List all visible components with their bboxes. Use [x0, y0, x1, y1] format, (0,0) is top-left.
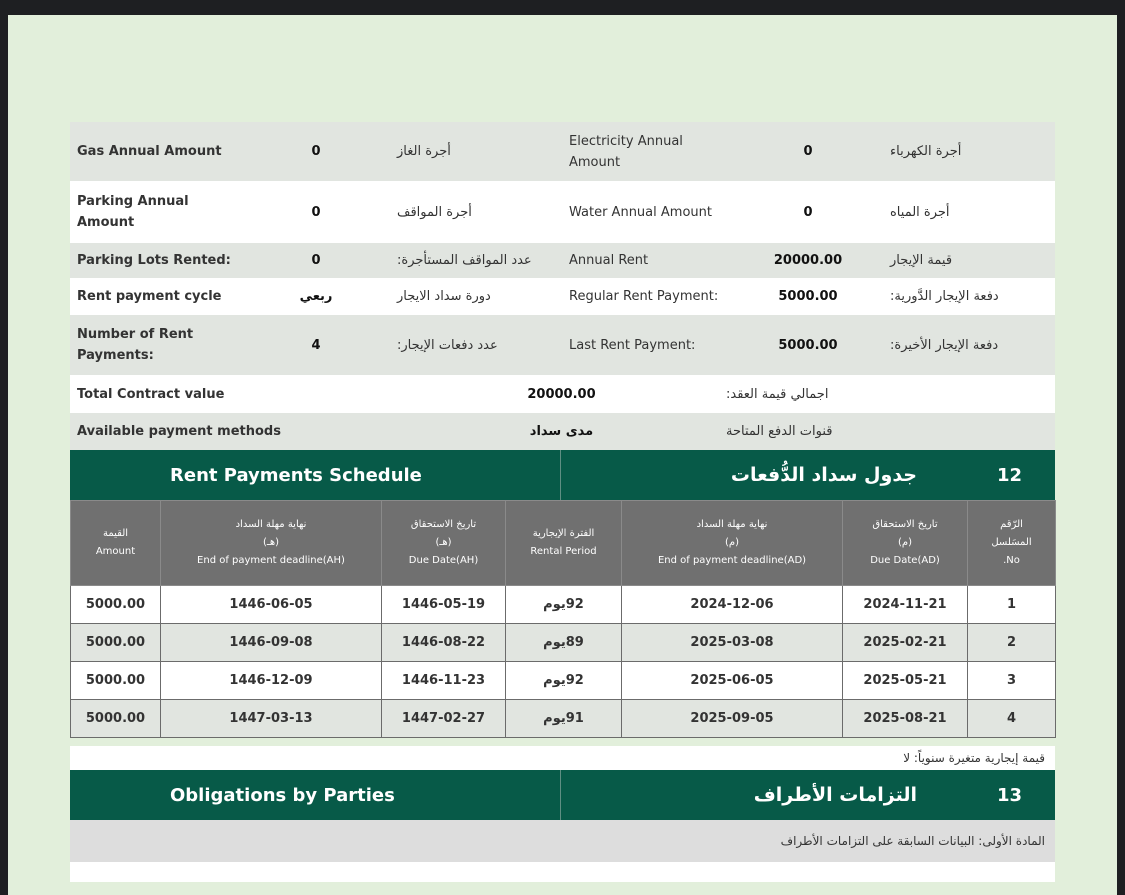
period-cell: 92يوم	[506, 662, 622, 700]
due-ah-cell: 1446-05-19	[382, 586, 506, 624]
amount-cell: 5000.00	[71, 586, 161, 624]
payments-count-value: 4	[311, 337, 321, 353]
number-cell: 3	[968, 662, 1056, 700]
period-cell: 89يوم	[506, 624, 622, 662]
electricity-value: 0	[803, 144, 813, 159]
header-deadline-ad-mid: (م)	[724, 537, 739, 548]
gas-label-en: Gas Annual Amount	[77, 144, 222, 159]
schedule-section-header	[70, 450, 1055, 500]
header-period	[506, 501, 622, 586]
parking-lots-label-en: Parking Lots Rented:	[77, 253, 231, 268]
article-continuation	[70, 862, 1055, 882]
parking-lots-value: 0	[311, 253, 321, 268]
table-row	[71, 662, 1056, 700]
info-row-lots-rent	[70, 243, 1055, 278]
water-label-ar: أجرة المياه	[890, 204, 950, 220]
deadline-ad-cell: 2025-06-05	[622, 662, 843, 700]
header-deadline-ad	[622, 501, 843, 586]
due-ad-cell: 2025-05-21	[843, 662, 968, 700]
deadline-ad-cell: 2025-03-08	[622, 624, 843, 662]
obligations-title-en: Obligations by Parties	[70, 770, 561, 820]
gas-value: 0	[311, 144, 321, 159]
payments-count-label-en: Number of Rent Payments:	[77, 327, 194, 363]
header-number-ar: الرّقم المسَلسل	[991, 519, 1032, 548]
info-row-total	[70, 375, 1055, 413]
due-ad-cell: 2024-11-21	[843, 586, 968, 624]
water-value: 0	[803, 204, 813, 220]
header-deadline-ad-en: End of payment deadline(AD)	[657, 555, 807, 566]
deadline-ah-cell: 1447-03-13	[161, 700, 382, 738]
schedule-header-row	[71, 501, 1056, 586]
obligations-section-number: 13	[997, 784, 1023, 806]
amount-cell: 5000.00	[71, 700, 161, 738]
table-row	[71, 586, 1056, 624]
info-row-count-last	[70, 315, 1055, 375]
schedule-section-number: 12	[997, 464, 1023, 486]
schedule-title-en: Rent Payments Schedule	[70, 450, 561, 500]
electricity-label-en: Electricity Annual Amount	[569, 133, 683, 170]
due-ad-cell: 2025-02-21	[843, 624, 968, 662]
header-deadline-ah-mid: (هـ)	[262, 537, 279, 548]
amount-cell: 5000.00	[71, 624, 161, 662]
header-due-ad-en: Due Date(AD)	[870, 555, 940, 566]
payment-methods-label-en: Available payment methods	[77, 424, 281, 439]
header-due-ah	[382, 501, 506, 586]
parking-amount-label-ar: أجرة المواقف	[397, 204, 472, 220]
annual-rent-value: 20000.00	[773, 253, 843, 268]
obligations-section-header	[70, 770, 1055, 820]
schedule-title-ar: جدول سداد الدُّفعات	[730, 464, 917, 486]
header-number	[968, 501, 1056, 586]
deadline-ah-cell: 1446-12-09	[161, 662, 382, 700]
header-due-ah-en: Due Date(AH)	[408, 555, 479, 566]
payments-schedule-table	[70, 500, 1056, 738]
last-payment-label-ar: دفعة الإيجار الأخيرة:	[890, 337, 999, 353]
header-deadline-ad-ar: نهاية مهلة السداد	[696, 519, 768, 530]
info-row-gas-electricity	[70, 122, 1055, 181]
last-payment-label-en: Last Rent Payment:	[569, 337, 696, 353]
header-due-ad-mid: (م)	[897, 537, 912, 548]
number-cell: 1	[968, 586, 1056, 624]
period-cell: 92يوم	[506, 586, 622, 624]
payment-cycle-value: ربعي	[299, 289, 333, 304]
table-row	[71, 624, 1056, 662]
header-due-ah-mid: (هـ)	[435, 537, 452, 548]
total-contract-label-ar: اجمالي قيمة العقد:	[726, 386, 829, 402]
parking-amount-label-en: Parking Annual Amount	[77, 194, 189, 230]
header-number-en: .No	[1003, 555, 1020, 566]
deadline-ah-cell: 1446-06-05	[161, 586, 382, 624]
annual-rent-label-en: Annual Rent	[569, 253, 649, 268]
parking-lots-label-ar: عدد المواقف المستأجرة:	[397, 253, 532, 268]
obligations-title-ar: التزامات الأطراف	[753, 784, 917, 806]
header-amount	[71, 501, 161, 586]
annual-rent-label-ar: قيمة الإيجار	[890, 253, 953, 268]
total-contract-value: 20000.00	[527, 386, 596, 402]
deadline-ad-cell: 2024-12-06	[622, 586, 843, 624]
article-one: المادة الأولى: البيانات السابقة على التزامات الأطراف	[70, 820, 1055, 862]
header-due-ad	[843, 501, 968, 586]
table-row	[71, 700, 1056, 738]
due-ad-cell: 2025-08-21	[843, 700, 968, 738]
document-page	[8, 15, 1117, 895]
parking-amount-value: 0	[311, 204, 321, 220]
payment-methods-value: مدى سداد	[529, 424, 594, 439]
variable-rent-note: قيمة إيجارية متغيرة سنوياً: لا	[70, 746, 1055, 770]
obligations-header-right	[561, 770, 1055, 820]
payments-count-label-ar: عدد دفعات الإيجار:	[397, 337, 498, 353]
info-row-parking-water	[70, 181, 1055, 243]
header-period-en: Rental Period	[530, 546, 597, 557]
due-ah-cell: 1446-08-22	[382, 624, 506, 662]
gas-label-ar: أجرة الغاز	[397, 144, 451, 159]
number-cell: 4	[968, 700, 1056, 738]
total-contract-label-en: Total Contract value	[77, 386, 225, 402]
info-row-cycle-regular	[70, 278, 1055, 315]
regular-payment-label-ar: دفعة الإيجار الدَّورية:	[890, 289, 999, 304]
deadline-ah-cell: 1446-09-08	[161, 624, 382, 662]
number-cell: 2	[968, 624, 1056, 662]
regular-payment-value: 5000.00	[778, 289, 838, 304]
period-cell: 91يوم	[506, 700, 622, 738]
header-due-ah-ar: تاريخ الاستحقاق	[410, 519, 477, 530]
header-due-ad-ar: تاريخ الاستحقاق	[872, 519, 938, 530]
payment-cycle-label-en: Rent payment cycle	[77, 289, 222, 304]
last-payment-value: 5000.00	[778, 337, 838, 353]
header-amount-en: Amount	[95, 546, 136, 557]
header-deadline-ah	[161, 501, 382, 586]
payment-cycle-label-ar: دورة سداد الايجار	[397, 289, 491, 304]
schedule-header-right	[561, 450, 1055, 500]
water-label-en: Water Annual Amount	[569, 204, 712, 220]
due-ah-cell: 1447-02-27	[382, 700, 506, 738]
header-deadline-ah-en: End of payment deadline(AH)	[197, 555, 345, 566]
payment-methods-label-ar: قنوات الدفع المتاحة	[726, 424, 833, 439]
amount-cell: 5000.00	[71, 662, 161, 700]
contract-content	[70, 122, 1055, 882]
info-row-methods	[70, 413, 1055, 450]
electricity-label-ar: أجرة الكهرباء	[890, 144, 962, 159]
deadline-ad-cell: 2025-09-05	[622, 700, 843, 738]
header-deadline-ah-ar: نهاية مهلة السداد	[235, 519, 307, 530]
header-amount-ar: القيمة	[102, 528, 129, 539]
regular-payment-label-en: Regular Rent Payment:	[569, 289, 719, 304]
header-period-ar: الفترة الإيجارية	[532, 528, 595, 539]
due-ah-cell: 1446-11-23	[382, 662, 506, 700]
